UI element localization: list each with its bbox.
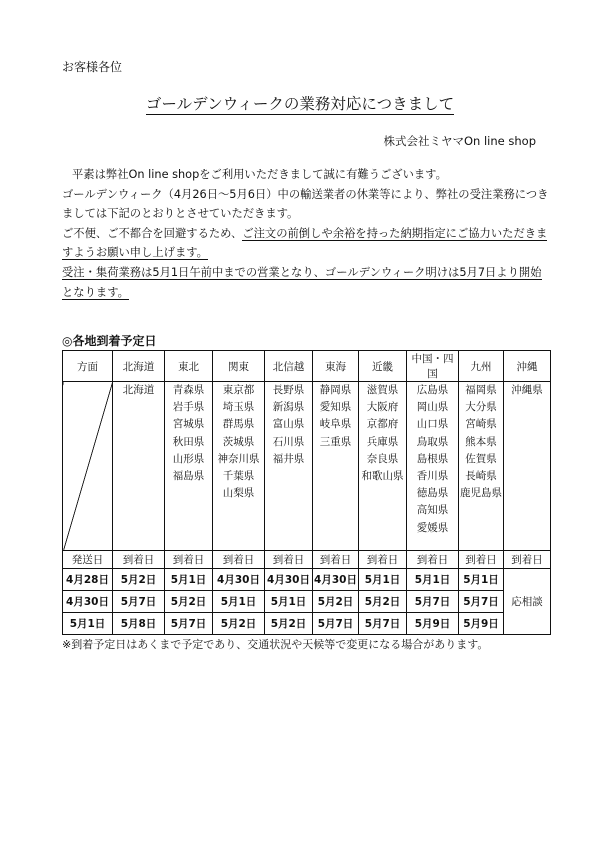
header-region: 東海 bbox=[313, 351, 359, 382]
ship-date-label: 発送日 bbox=[63, 551, 113, 569]
arrival-date: 5月2日 bbox=[359, 591, 407, 613]
prefecture-name: 青森県 bbox=[172, 384, 205, 396]
prefecture-name: 三重県 bbox=[319, 435, 352, 448]
arrival-date: 5月7日 bbox=[113, 591, 165, 613]
prefecture-name: 京都府 bbox=[366, 418, 399, 431]
prefecture-name: 滋賀県 bbox=[366, 384, 399, 396]
prefecture-name: 佐賀県 bbox=[465, 452, 497, 465]
ship-date: 5月1日 bbox=[63, 613, 113, 635]
arrival-date: 5月7日 bbox=[313, 613, 359, 635]
header-region: 中国・四国 bbox=[407, 351, 459, 382]
company-name: 株式会社ミヤマOn line shop bbox=[383, 134, 536, 148]
document-title bbox=[0, 92, 600, 114]
prefecture-name: 岐阜県 bbox=[319, 418, 352, 431]
header-region: 関東 bbox=[213, 351, 265, 382]
prefecture-name: 福岡県 bbox=[465, 384, 497, 396]
arrival-date-label: 到着日 bbox=[504, 551, 551, 569]
arrival-date: 5月7日 bbox=[459, 591, 504, 613]
prefecture-name: 徳島県 bbox=[416, 487, 449, 500]
paragraph-holiday-notice: ゴールデンウィーク（4月26日～5月6日）中の輸送業者の休業等により、弊社の受注業務につきましては下記のとおりとさせていただきます。 bbox=[62, 187, 549, 221]
paragraph-business-hours bbox=[62, 263, 550, 302]
arrival-date: 5月2日 bbox=[265, 613, 313, 635]
prefecture-name: 鳥取県 bbox=[416, 435, 449, 448]
prefecture-name: 宮崎県 bbox=[465, 418, 497, 431]
arrival-date: 5月7日 bbox=[359, 613, 407, 635]
arrival-date: 5月2日 bbox=[313, 591, 359, 613]
diagonal-cell bbox=[63, 382, 113, 551]
prefecture-name: 愛媛県 bbox=[416, 521, 449, 534]
arrival-date: 4月30日 bbox=[313, 569, 359, 591]
prefecture-name: 茨城県 bbox=[222, 435, 255, 448]
prefecture-name: 石川県 bbox=[272, 435, 305, 448]
paragraph-request-underlined: ご注文の前倒しや余裕を持った納期指定にご協力いただきますようお願い申し上げます。 bbox=[62, 226, 548, 260]
arrival-date-label: 到着日 bbox=[359, 551, 407, 569]
arrival-date-label: 到着日 bbox=[213, 551, 265, 569]
prefecture-name: 長野県 bbox=[272, 384, 305, 396]
column-label-row bbox=[63, 551, 551, 569]
arrival-date-label: 到着日 bbox=[265, 551, 313, 569]
arrival-date-label: 到着日 bbox=[407, 551, 459, 569]
document-title-text: ゴールデンウィークの業務対応につきまして bbox=[145, 95, 455, 113]
header-region: 近畿 bbox=[359, 351, 407, 382]
arrival-date-label: 到着日 bbox=[459, 551, 504, 569]
prefecture-name: 神奈川県 bbox=[217, 452, 260, 465]
prefecture-name: 鹿児島県 bbox=[460, 487, 502, 500]
body-text bbox=[62, 165, 550, 302]
header-region: 北信越 bbox=[265, 351, 313, 382]
arrival-date: 4月30日 bbox=[265, 569, 313, 591]
prefecture-name: 長崎県 bbox=[465, 470, 497, 483]
prefecture-name: 沖縄県 bbox=[511, 384, 543, 396]
arrival-date: 5月1日 bbox=[359, 569, 407, 591]
arrival-date: 5月7日 bbox=[407, 591, 459, 613]
arrival-date: 5月1日 bbox=[265, 591, 313, 613]
prefecture-name: 福島県 bbox=[172, 470, 205, 483]
header-region: 九州 bbox=[459, 351, 504, 382]
prefecture-name: 岡山県 bbox=[416, 401, 449, 414]
prefecture-name: 熊本県 bbox=[465, 435, 497, 448]
schedule-row bbox=[63, 569, 551, 591]
prefecture-list bbox=[313, 382, 359, 551]
prefecture-list bbox=[504, 382, 551, 551]
prefecture-name: 埼玉県 bbox=[222, 401, 255, 414]
header-region: 東北 bbox=[165, 351, 213, 382]
arrival-date: 5月1日 bbox=[213, 591, 265, 613]
arrival-date: 5月9日 bbox=[459, 613, 504, 635]
prefecture-list bbox=[459, 382, 504, 551]
prefecture-name: 千葉県 bbox=[222, 470, 255, 483]
prefecture-name: 兵庫県 bbox=[366, 435, 399, 448]
schedule-row bbox=[63, 591, 551, 613]
prefecture-name: 北海道 bbox=[122, 384, 155, 396]
prefecture-name: 新潟県 bbox=[272, 401, 305, 414]
okinawa-note: 応相談 bbox=[504, 569, 551, 635]
prefecture-name: 富山県 bbox=[272, 418, 305, 431]
table-header-row bbox=[63, 351, 551, 382]
arrival-schedule-table bbox=[62, 350, 551, 635]
header-region: 北海道 bbox=[113, 351, 165, 382]
section-title: ◎各地到着予定日 bbox=[62, 334, 157, 348]
arrival-date-label: 到着日 bbox=[113, 551, 165, 569]
prefecture-list bbox=[213, 382, 265, 551]
prefecture-name: 秋田県 bbox=[172, 435, 205, 448]
prefecture-name: 宮城県 bbox=[172, 418, 205, 431]
prefecture-list bbox=[165, 382, 213, 551]
prefecture-name: 和歌山県 bbox=[361, 470, 404, 483]
footnote: ※到着予定日はあくまで予定であり、交通状況や天候等で変更になる場合があります。 bbox=[62, 638, 489, 651]
prefecture-list bbox=[407, 382, 459, 551]
paragraph-business-hours-text: 受注・集荷業務は5月1日午前中までの営業となり、ゴールデンウィーク明けは5月7日より開始となります。 bbox=[62, 265, 542, 299]
salutation: お客様各位 bbox=[62, 60, 123, 74]
prefecture-list bbox=[359, 382, 407, 551]
prefecture-name: 岩手県 bbox=[172, 401, 205, 414]
prefecture-name: 山梨県 bbox=[222, 487, 255, 500]
prefecture-name: 山口県 bbox=[416, 418, 449, 431]
prefecture-name: 静岡県 bbox=[319, 384, 352, 396]
header-direction: 方面 bbox=[63, 351, 113, 382]
ship-date: 4月28日 bbox=[63, 569, 113, 591]
arrival-date: 5月2日 bbox=[213, 613, 265, 635]
ship-date: 4月30日 bbox=[63, 591, 113, 613]
arrival-date: 5月1日 bbox=[459, 569, 504, 591]
prefecture-name: 大阪府 bbox=[366, 401, 399, 414]
paragraph-greeting: 平素は弊社On line shopをご利用いただきまして誠に有難うございます。 bbox=[72, 168, 447, 181]
prefecture-list bbox=[113, 382, 165, 551]
prefecture-name: 広島県 bbox=[416, 384, 449, 396]
prefecture-name: 香川県 bbox=[416, 470, 449, 483]
arrival-date-label: 到着日 bbox=[165, 551, 213, 569]
prefecture-row bbox=[63, 382, 551, 551]
arrival-date: 5月8日 bbox=[113, 613, 165, 635]
arrival-date: 5月2日 bbox=[165, 591, 213, 613]
arrival-date: 5月9日 bbox=[407, 613, 459, 635]
prefecture-name: 島根県 bbox=[416, 452, 449, 465]
prefecture-list bbox=[265, 382, 313, 551]
prefecture-name: 福井県 bbox=[272, 452, 305, 465]
arrival-date: 4月30日 bbox=[213, 569, 265, 591]
paragraph-request-lead: ご不便、ご不都合を回避するため、 bbox=[62, 226, 243, 240]
arrival-date: 5月1日 bbox=[407, 569, 459, 591]
arrival-date: 5月1日 bbox=[165, 569, 213, 591]
prefecture-name: 大分県 bbox=[465, 401, 497, 414]
arrival-date: 5月7日 bbox=[165, 613, 213, 635]
prefecture-name: 愛知県 bbox=[319, 401, 352, 414]
paragraph-request bbox=[62, 224, 550, 263]
prefecture-name: 群馬県 bbox=[222, 418, 255, 431]
arrival-date: 5月2日 bbox=[113, 569, 165, 591]
prefecture-name: 東京都 bbox=[222, 384, 255, 396]
schedule-row bbox=[63, 613, 551, 635]
arrival-date-label: 到着日 bbox=[313, 551, 359, 569]
header-region: 沖縄 bbox=[504, 351, 551, 382]
prefecture-name: 山形県 bbox=[172, 452, 205, 465]
prefecture-name: 高知県 bbox=[416, 504, 449, 517]
prefecture-name: 奈良県 bbox=[366, 452, 399, 465]
